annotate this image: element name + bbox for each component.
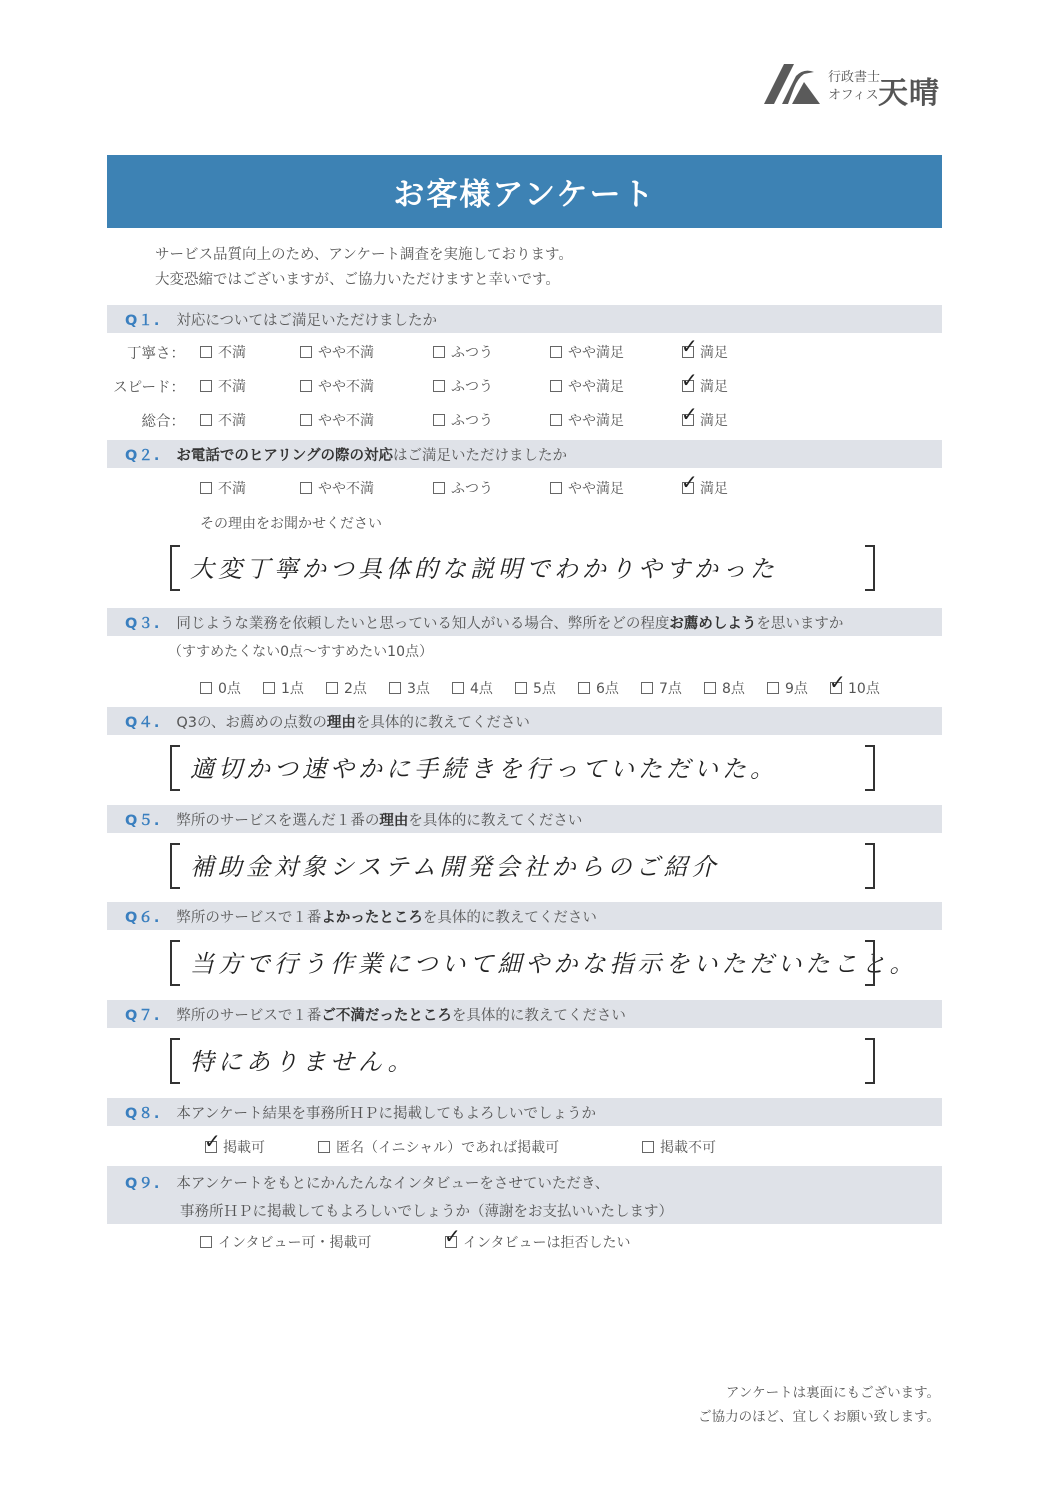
q5-text-end: を具体的に教えてください [408,812,583,829]
checkbox-icon[interactable] [550,346,562,358]
q6-answer-text: 当方で行う作業について細やかな指示をいただいたこと。 [190,950,918,978]
bracket-right [865,843,875,889]
q8-option-publish[interactable]: ✓ 掲載可 [205,1137,265,1157]
bracket-left [170,545,180,591]
q1-overall-option-1[interactable]: 不満 [200,410,246,430]
q5-answer-field[interactable] [170,843,875,887]
q8-header [107,1098,942,1126]
q3-text-bold: お薦めしよう [669,615,757,632]
checkbox-icon[interactable] [550,482,562,494]
checkbox-icon[interactable] [200,1236,212,1248]
q1-politeness-option-5[interactable]: ✓ 満足 [682,342,728,362]
q4-number: Q４. [125,714,161,731]
q3-text-end: を思いますか [756,615,844,632]
q1-row-label-speed: スピード： [113,380,185,396]
q1-overall-option-5[interactable]: ✓ 満足 [682,410,728,430]
q9-text-line2: 事務所ＨＰに掲載してもよろしいでしょうか（薄謝をお支払いいたします） [180,1204,673,1220]
q2-option-2[interactable]: やや不満 [300,478,374,498]
checkbox-icon[interactable] [452,682,464,694]
bracket-right [865,745,875,791]
q4-answer-field[interactable] [170,745,875,789]
q1-speed-option-2[interactable]: やや不満 [300,376,374,396]
q6-text-bold: よかったところ [321,909,423,926]
checkbox-icon[interactable] [550,380,562,392]
q3-header [107,608,942,636]
bracket-left [170,1038,180,1084]
q2-reason-label: その理由をお聞かせください [200,516,382,532]
q9-text: 本アンケートをもとにかんたんなインタビューをさせていただき、 [176,1176,610,1192]
checkbox-checked-icon[interactable] [682,482,694,494]
bracket-left [170,843,180,889]
q7-header [107,1000,942,1028]
q9-number: Q９. [125,1176,161,1192]
q6-number: Q６. [125,909,161,926]
checkbox-icon[interactable] [433,346,445,358]
q1-politeness-option-4[interactable]: やや満足 [550,342,624,362]
q1-row-label-overall: 総合： [141,414,185,430]
checkbox-icon[interactable] [641,682,653,694]
q3-number: Q３. [125,615,161,632]
q1-politeness-option-3[interactable]: ふつう [433,342,493,362]
q4-header [107,707,942,735]
intro-line-1: サービス品質向上のため、アンケート調査を実施しております。 [155,247,573,263]
logo-text-line2: オフィス [828,88,879,103]
q5-text: 弊所のサービスを選んだ１番の [176,812,380,829]
q3-text: 同じような業務を依頼したいと思っている知人がいる場合、弊所をどの程度 [176,615,670,632]
q3-option-0[interactable]: 0点 [200,678,241,698]
q2-text-bold: お電話でのヒアリングの際の対応 [176,447,393,464]
q7-text-bold: ご不満だったところ [321,1007,452,1024]
q8-option-anonymous[interactable]: 匿名（イニシャル）であれば掲載可 [318,1137,559,1157]
q4-text-end: を具体的に教えてください [355,714,530,731]
checkbox-checked-icon[interactable] [682,414,694,426]
q1-overall-option-2[interactable]: やや不満 [300,410,374,430]
bracket-left [170,745,180,791]
checkbox-icon[interactable] [515,682,527,694]
q2-answer-field[interactable] [170,545,875,589]
q3-option-5[interactable]: 5点 [515,678,556,698]
checkbox-icon[interactable] [318,1141,330,1153]
checkbox-icon[interactable] [300,414,312,426]
q7-answer-field[interactable] [170,1038,875,1082]
checkbox-icon[interactable] [578,682,590,694]
q5-answer-text: 補助金対象システム開発会社からのご紹介 [190,853,720,881]
q5-text-bold: 理由 [379,812,409,829]
q4-text-bold: 理由 [326,714,356,731]
q1-speed-option-1[interactable]: 不満 [200,376,246,396]
q3-option-3[interactable]: 3点 [389,678,430,698]
q2-number: Q２. [125,447,161,464]
q1-politeness-option-2[interactable]: やや不満 [300,342,374,362]
q1-speed-option-5[interactable]: ✓ 満足 [682,376,728,396]
checkbox-icon[interactable] [200,346,212,358]
checkbox-icon[interactable] [550,414,562,426]
q3-option-9[interactable]: 9点 [767,678,808,698]
q8-text: 本アンケート結果を事務所ＨＰに掲載してもよろしいでしょうか [176,1105,596,1122]
bracket-right [865,545,875,591]
q5-number: Q５. [125,812,161,829]
q2-header [107,440,942,468]
checkbox-icon[interactable] [200,482,212,494]
checkbox-icon[interactable] [200,414,212,426]
checkbox-icon[interactable] [704,682,716,694]
checkbox-checked-icon[interactable] [682,380,694,392]
checkbox-icon[interactable] [263,682,275,694]
checkbox-icon[interactable] [300,482,312,494]
q3-option-7[interactable]: 7点 [641,678,682,698]
q2-option-3[interactable]: ふつう [433,478,493,498]
q1-overall-option-4[interactable]: やや満足 [550,410,624,430]
q3-option-10[interactable]: ✓ 10点 [830,678,880,698]
intro-line-2: 大変恐縮ではございますが、ご協力いただけますと幸いです。 [155,272,560,288]
q3-option-8[interactable]: 8点 [704,678,745,698]
q1-header [107,305,942,333]
checkbox-icon[interactable] [433,380,445,392]
q4-text: Q3の、お薦めの点数の [176,714,327,731]
q7-answer-text: 特にありません。 [190,1048,416,1076]
footer-line-2: ご協力のほど、宜しくお願い致します。 [698,1409,940,1425]
checkbox-icon[interactable] [642,1141,654,1153]
checkbox-icon[interactable] [326,682,338,694]
q1-speed-option-4[interactable]: やや満足 [550,376,624,396]
checkbox-icon[interactable] [300,380,312,392]
q2-option-1[interactable]: 不満 [200,478,246,498]
checkbox-checked-icon[interactable] [830,682,842,694]
bracket-left [170,940,180,986]
q2-answer-text: 大変丁寧かつ具体的な説明でわかりやすかった [190,555,778,583]
q7-number: Q７. [125,1007,161,1024]
q3-option-2[interactable]: 2点 [326,678,367,698]
q4-answer-text: 適切かつ速やかに手続きを行っていただいた。 [190,755,778,783]
office-logo [760,60,950,110]
checkbox-checked-icon[interactable] [445,1236,457,1248]
bracket-right [865,940,875,986]
checkbox-icon[interactable] [767,682,779,694]
q1-row-label-politeness: 丁寧さ： [127,346,185,362]
q2-option-5[interactable]: ✓ 満足 [682,478,728,498]
q6-text: 弊所のサービスで１番 [176,909,322,926]
q6-text-end: を具体的に教えてください [422,909,597,926]
q1-overall-option-3[interactable]: ふつう [433,410,493,430]
q5-header [107,805,942,833]
q3-scale-note: （すすめたくない0点～すすめたい10点） [168,644,434,660]
q9-option-decline[interactable]: ✓ インタビューは拒否したい [445,1232,630,1252]
logo-text-line1: 行政書士 [828,70,881,85]
q3-option-6[interactable]: 6点 [578,678,619,698]
q1-text: 対応についてはご満足いただけましたか [176,312,438,329]
q1-number: Q１. [125,312,161,329]
q1-speed-option-3[interactable]: ふつう [433,376,493,396]
checkbox-checked-icon[interactable] [682,346,694,358]
q1-politeness-option-1[interactable]: 不満 [200,342,246,362]
q8-option-no-publish[interactable]: 掲載不可 [642,1137,716,1157]
checkbox-checked-icon[interactable] [205,1141,217,1153]
q9-option-accept[interactable]: インタビュー可・掲載可 [200,1232,371,1252]
q6-header [107,902,942,930]
q2-text: はご満足いただけましたか [392,447,567,464]
logo-mark-icon [760,60,822,106]
checkbox-icon[interactable] [300,346,312,358]
checkbox-icon[interactable] [200,682,212,694]
checkbox-icon[interactable] [433,482,445,494]
q3-option-1[interactable]: 1点 [263,678,304,698]
q8-number: Q８. [125,1105,161,1122]
logo-name: 天晴 [878,76,940,111]
bracket-right [865,1038,875,1084]
checkbox-icon[interactable] [389,682,401,694]
checkbox-icon[interactable] [200,380,212,392]
q2-option-4[interactable]: やや満足 [550,478,624,498]
footer-line-1: アンケートは裏面にもございます。 [725,1385,940,1401]
checkbox-icon[interactable] [433,414,445,426]
q6-answer-field[interactable] [170,940,918,984]
survey-title: お客様アンケート [107,155,942,228]
q7-text: 弊所のサービスで１番 [176,1007,322,1024]
q7-text-end: を具体的に教えてください [451,1007,626,1024]
q3-option-4[interactable]: 4点 [452,678,493,698]
